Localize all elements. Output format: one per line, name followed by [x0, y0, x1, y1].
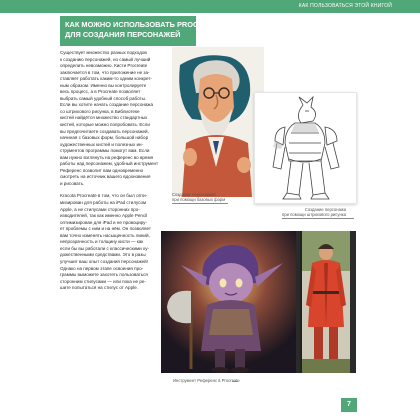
paragraph-2	[60, 193, 157, 291]
caption-knight	[282, 207, 346, 217]
text-line: со штрихового рисунка, в Библиотеке	[60, 108, 140, 114]
text-line: мизирован для работы на iPad стилусом	[60, 200, 147, 206]
caption-rule-knight	[282, 218, 354, 219]
text-line: струментов программы помогут вам. Если	[60, 148, 150, 154]
elf-illustration	[161, 231, 298, 373]
text-line: изводителей, так как именно Apple Pencil	[60, 213, 148, 219]
text-line: Однако на первом этапе освоения про-	[60, 265, 144, 271]
text-line: художественных кистей и полезных ин-	[60, 141, 144, 147]
text-line: ным образом. Именно вы контролируете	[60, 82, 147, 88]
knight-sketch-illustration	[254, 92, 357, 204]
body-text-column	[60, 50, 157, 298]
text-line: работы над персонажем, удобный инструмент	[60, 161, 159, 167]
caption-knight-line-2: при помощи штрихового рисунка	[282, 212, 347, 218]
page-number: 7	[341, 398, 357, 412]
caption-elf	[173, 378, 240, 383]
running-header-text: КАК ПОЛЬЗОВАТЬСЯ ЭТОЙ КНИГОЙ	[298, 3, 392, 9]
caption-professor	[172, 192, 225, 202]
text-line: граммы выможете захотеть пользоваться	[60, 272, 148, 278]
text-line: Apple, а не стилусами сторонних про-	[60, 206, 140, 212]
text-line: ставляет работать каким-то одним конкрет-	[60, 76, 152, 82]
reference-photo	[300, 231, 350, 373]
text-line: шите попытаться на стилус от Apple.	[60, 285, 138, 291]
professor-illustration	[172, 47, 264, 197]
text-line: непрозрачность и толщину кисти — как	[60, 239, 144, 245]
text-line: оптимизирован для iPad и не провоциру-	[60, 219, 147, 225]
caption-knight-line-1: Создание персонажа	[304, 207, 347, 212]
section-heading-line-1: КАК МОЖНО ИСПОЛЬЗОВАТЬ PROCREATE	[65, 20, 223, 29]
section-heading-line-2: ДЛЯ СОЗДАНИЯ ПЕРСОНАЖЕЙ	[65, 30, 181, 39]
caption-rule-elf	[232, 381, 238, 382]
running-header	[0, 0, 420, 13]
text-line: выбрать самый удобный способ работы.	[60, 95, 147, 101]
text-line: и рисовать.	[60, 180, 85, 186]
text-line: заключается в том, что приложение не за-	[60, 69, 150, 75]
text-line: определить невозможно. Кисти Procreate	[60, 63, 148, 69]
caption-professor-line-2: при помощи базовых форм	[172, 197, 226, 203]
text-line: дожественными средствами. Это в разы	[60, 252, 146, 258]
text-line: Если вы хотите начать создание персонажа	[60, 102, 154, 108]
text-line: ет проблемы с ним и на нём. Он позволяет	[60, 226, 151, 232]
text-line: кистей, которые можно попробовать. Если	[60, 122, 150, 128]
text-line: кистей найдётся множество стандартных	[60, 115, 148, 121]
text-line: сторонним стилусами — или пока не ре-	[60, 278, 146, 284]
text-line: если бы вы работали с классическими ху-	[60, 245, 149, 251]
text-line: улучшит ваш опыт создания персонажей!	[60, 258, 148, 264]
text-line: смотреть на источник вашего вдохновения	[60, 174, 151, 180]
text-line: начиная с базовых форм, большой набор	[60, 135, 149, 141]
text-line: вам точно изменять насыщенность линий,	[60, 232, 150, 238]
text-line: весь процесс, а в Procreate позволяет	[60, 89, 141, 95]
caption-rule-professor	[172, 203, 228, 204]
text-line: Референс позволит вам одновременно	[60, 167, 144, 173]
text-line: вам нужно взглянуть на референс во время	[60, 154, 154, 160]
text-line: Существует множество разных подходов	[60, 50, 147, 55]
caption-elf-line-1: Инструмент Референс в Procreate	[173, 378, 240, 383]
caption-professor-line-1: Создание персонажей	[172, 192, 216, 197]
text-line: вы предпочитаете создавать персонажей,	[60, 128, 149, 134]
section-heading	[60, 16, 223, 46]
paragraph-1	[60, 50, 157, 187]
text-line: Kracota Procreate в том, что он был опти-	[60, 193, 148, 199]
text-line: к созданию персонажей, но самый лучший	[60, 56, 151, 62]
